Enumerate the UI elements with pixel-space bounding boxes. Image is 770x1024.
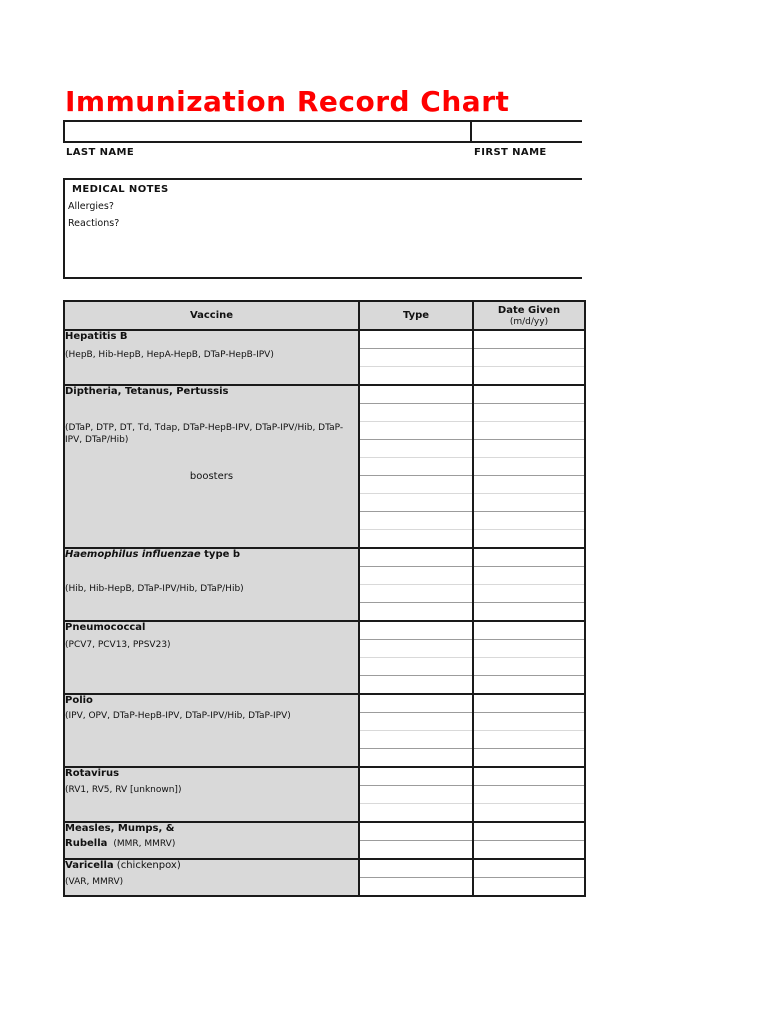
haemophilus-influenzae-type-b-date-entry-4[interactable] [473,603,585,622]
diptheria-tetanus-pertussis-type-entry-1[interactable] [359,385,473,404]
vaccine-text: Measles, Mumps, & [65,823,175,834]
diptheria-tetanus-pertussis-date-entry-2[interactable] [473,404,585,422]
pneumococcal-date-entry-4[interactable] [473,676,585,695]
reactions-prompt: Reactions? [68,218,120,229]
section-rotavirus-row-1 [64,767,585,786]
vaccine-text: boosters [189,471,234,483]
haemophilus-influenzae-type-b-type-entry-4[interactable] [359,603,473,622]
measles-mumps-rubella-date-entry-2[interactable] [473,841,585,860]
haemophilus-influenzae-type-b-type-entry-2[interactable] [359,567,473,585]
diptheria-tetanus-pertussis-date-entry-8[interactable] [473,512,585,530]
rotavirus-type-entry-1[interactable] [359,767,473,786]
vaccine-text: (DTaP, DTP, DT, Td, Tdap, DTaP-HepB-IPV, DTaP-IPV/Hib, DTaP-IPV, DTaP/Hib) [65,422,344,445]
diptheria-tetanus-pertussis-type-entry-9[interactable] [359,530,473,549]
date-given-column-header [473,301,585,330]
hepatitis-b-date-entry-1[interactable] [473,330,585,349]
vaccine-cell-haemophilus-influenzae-type-b-line-1 [65,549,358,561]
hepatitis-b-type-entry-1[interactable] [359,330,473,349]
pneumococcal-date-entry-3[interactable] [473,658,585,676]
vaccine-cell-measles-mumps-rubella-line-1 [65,823,358,835]
vaccine-cell-polio [64,694,359,767]
date-format-hint: (m/d/yy) [509,316,549,327]
polio-date-entry-1[interactable] [473,694,585,713]
vaccine-text: (PCV7, PCV13, PPSV23) [65,639,171,650]
pneumococcal-date-entry-1[interactable] [473,621,585,640]
page-title: Immunization Record Chart [65,84,510,118]
vaccine-text: Haemophilus influenzae [65,549,201,560]
vaccine-text: Pneumococcal [65,622,146,633]
vaccine-text: Rotavirus [65,768,120,779]
section-varicella-row-1 [64,859,585,878]
first-name-label: FIRST NAME [474,147,547,158]
allergies-prompt: Allergies? [68,201,114,212]
rotavirus-date-entry-3[interactable] [473,804,585,823]
vaccine-cell-diptheria-tetanus-pertussis [64,385,359,548]
vaccine-cell-varicella [64,859,359,896]
vaccine-cell-haemophilus-influenzae-type-b [64,548,359,621]
vaccine-cell-varicella-line-2 [65,876,358,888]
measles-mumps-rubella-type-entry-2[interactable] [359,841,473,860]
vaccine-text: (chickenpox) [113,860,181,871]
rotavirus-date-entry-2[interactable] [473,786,585,804]
varicella-date-entry-2[interactable] [473,878,585,897]
rotavirus-date-entry-1[interactable] [473,767,585,786]
vaccine-cell-rotavirus-line-1 [65,768,358,780]
diptheria-tetanus-pertussis-type-entry-3[interactable] [359,422,473,440]
diptheria-tetanus-pertussis-date-entry-9[interactable] [473,530,585,549]
diptheria-tetanus-pertussis-date-entry-7[interactable] [473,494,585,512]
vaccine-table-body [64,330,585,896]
haemophilus-influenzae-type-b-date-entry-2[interactable] [473,567,585,585]
vaccine-cell-varicella-line-1 [65,860,358,872]
vaccine-cell-diptheria-tetanus-pertussis-line-2 [65,422,358,446]
haemophilus-influenzae-type-b-type-entry-1[interactable] [359,548,473,567]
vaccine-column-header: Vaccine [64,301,359,330]
pneumococcal-type-entry-2[interactable] [359,640,473,658]
varicella-type-entry-2[interactable] [359,878,473,897]
vaccine-cell-pneumococcal [64,621,359,694]
vaccine-cell-hepatitis-b-line-1 [65,331,358,343]
vaccine-cell-measles-mumps-rubella [64,822,359,859]
diptheria-tetanus-pertussis-date-entry-3[interactable] [473,422,585,440]
measles-mumps-rubella-date-entry-1[interactable] [473,822,585,841]
pneumococcal-type-entry-3[interactable] [359,658,473,676]
diptheria-tetanus-pertussis-type-entry-4[interactable] [359,440,473,458]
vaccine-cell-haemophilus-influenzae-type-b-line-2 [65,583,358,595]
vaccine-cell-pneumococcal-line-1 [65,622,358,634]
hepatitis-b-type-entry-2[interactable] [359,349,473,367]
vaccine-text: (RV1, RV5, RV [unknown]) [65,784,182,795]
polio-date-entry-3[interactable] [473,731,585,749]
section-hepatitis-b-row-1 [64,330,585,349]
vaccine-table [63,300,586,897]
vaccine-text: Polio [65,695,93,706]
section-diptheria-tetanus-pertussis-row-1 [64,385,585,404]
vaccine-text: (Hib, Hib-HepB, DTaP-IPV/Hib, DTaP/Hib) [65,583,244,594]
vaccine-text: (VAR, MMRV) [65,876,124,887]
diptheria-tetanus-pertussis-type-entry-5[interactable] [359,458,473,476]
last-name-field[interactable] [65,122,472,141]
varicella-type-entry-1[interactable] [359,859,473,878]
diptheria-tetanus-pertussis-date-entry-6[interactable] [473,476,585,494]
vaccine-text: (MMR, MMRV) [113,838,176,849]
hepatitis-b-date-entry-2[interactable] [473,349,585,367]
section-haemophilus-influenzae-type-b-row-1 [64,548,585,567]
last-name-label: LAST NAME [66,147,135,158]
medical-notes-box[interactable] [63,178,582,279]
vaccine-text: Rubella [65,837,108,849]
section-pneumococcal-row-1 [64,621,585,640]
rotavirus-type-entry-2[interactable] [359,786,473,804]
haemophilus-influenzae-type-b-date-entry-1[interactable] [473,548,585,567]
table-header-row [64,301,585,330]
polio-date-entry-2[interactable] [473,713,585,731]
date-given-header-label: Date Given [497,304,561,316]
pneumococcal-type-entry-1[interactable] [359,621,473,640]
vaccine-cell-pneumococcal-line-2 [65,639,358,651]
vaccine-cell-rotavirus [64,767,359,822]
haemophilus-influenzae-type-b-date-entry-3[interactable] [473,585,585,603]
vaccine-text: (HepB, Hib-HepB, HepA-HepB, DTaP-HepB-IPV) [65,349,274,360]
diptheria-tetanus-pertussis-type-entry-2[interactable] [359,404,473,422]
polio-type-entry-3[interactable] [359,731,473,749]
diptheria-tetanus-pertussis-type-entry-7[interactable] [359,494,473,512]
vaccine-cell-diptheria-tetanus-pertussis-line-1 [65,386,358,398]
vaccine-cell-rotavirus-line-2 [65,784,358,796]
hepatitis-b-date-entry-3[interactable] [473,367,585,386]
name-input-box [63,120,582,143]
polio-type-entry-4[interactable] [359,749,473,768]
section-polio-row-1 [64,694,585,713]
haemophilus-influenzae-type-b-type-entry-3[interactable] [359,585,473,603]
vaccine-text: Hepatitis B [65,331,128,342]
vaccine-text: Diptheria, Tetanus, Pertussis [65,386,229,397]
pneumococcal-type-entry-4[interactable] [359,676,473,695]
diptheria-tetanus-pertussis-date-entry-5[interactable] [473,458,585,476]
pneumococcal-date-entry-2[interactable] [473,640,585,658]
hepatitis-b-type-entry-3[interactable] [359,367,473,386]
vaccine-cell-diptheria-tetanus-pertussis-line-3 [65,471,358,483]
diptheria-tetanus-pertussis-type-entry-6[interactable] [359,476,473,494]
section-measles-mumps-rubella-row-1 [64,822,585,841]
diptheria-tetanus-pertussis-date-entry-4[interactable] [473,440,585,458]
diptheria-tetanus-pertussis-type-entry-8[interactable] [359,512,473,530]
measles-mumps-rubella-type-entry-1[interactable] [359,822,473,841]
vaccine-text: type b [200,549,241,560]
polio-type-entry-1[interactable] [359,694,473,713]
type-column-header: Type [359,301,473,330]
first-name-field[interactable] [472,122,582,141]
varicella-date-entry-1[interactable] [473,859,585,878]
vaccine-text: (IPV, OPV, DTaP-HepB-IPV, DTaP-IPV/Hib, DTaP-IPV) [65,710,291,721]
polio-date-entry-4[interactable] [473,749,585,768]
rotavirus-type-entry-3[interactable] [359,804,473,823]
diptheria-tetanus-pertussis-date-entry-1[interactable] [473,385,585,404]
vaccine-cell-measles-mumps-rubella-line-2 [65,838,358,850]
vaccine-text: Varicella [65,860,114,871]
polio-type-entry-2[interactable] [359,713,473,731]
vaccine-cell-hepatitis-b [64,330,359,385]
vaccine-cell-hepatitis-b-line-2 [65,349,358,361]
medical-notes-heading: MEDICAL NOTES [72,184,169,195]
vaccine-cell-polio-line-2 [65,710,358,722]
vaccine-cell-polio-line-1 [65,695,358,707]
